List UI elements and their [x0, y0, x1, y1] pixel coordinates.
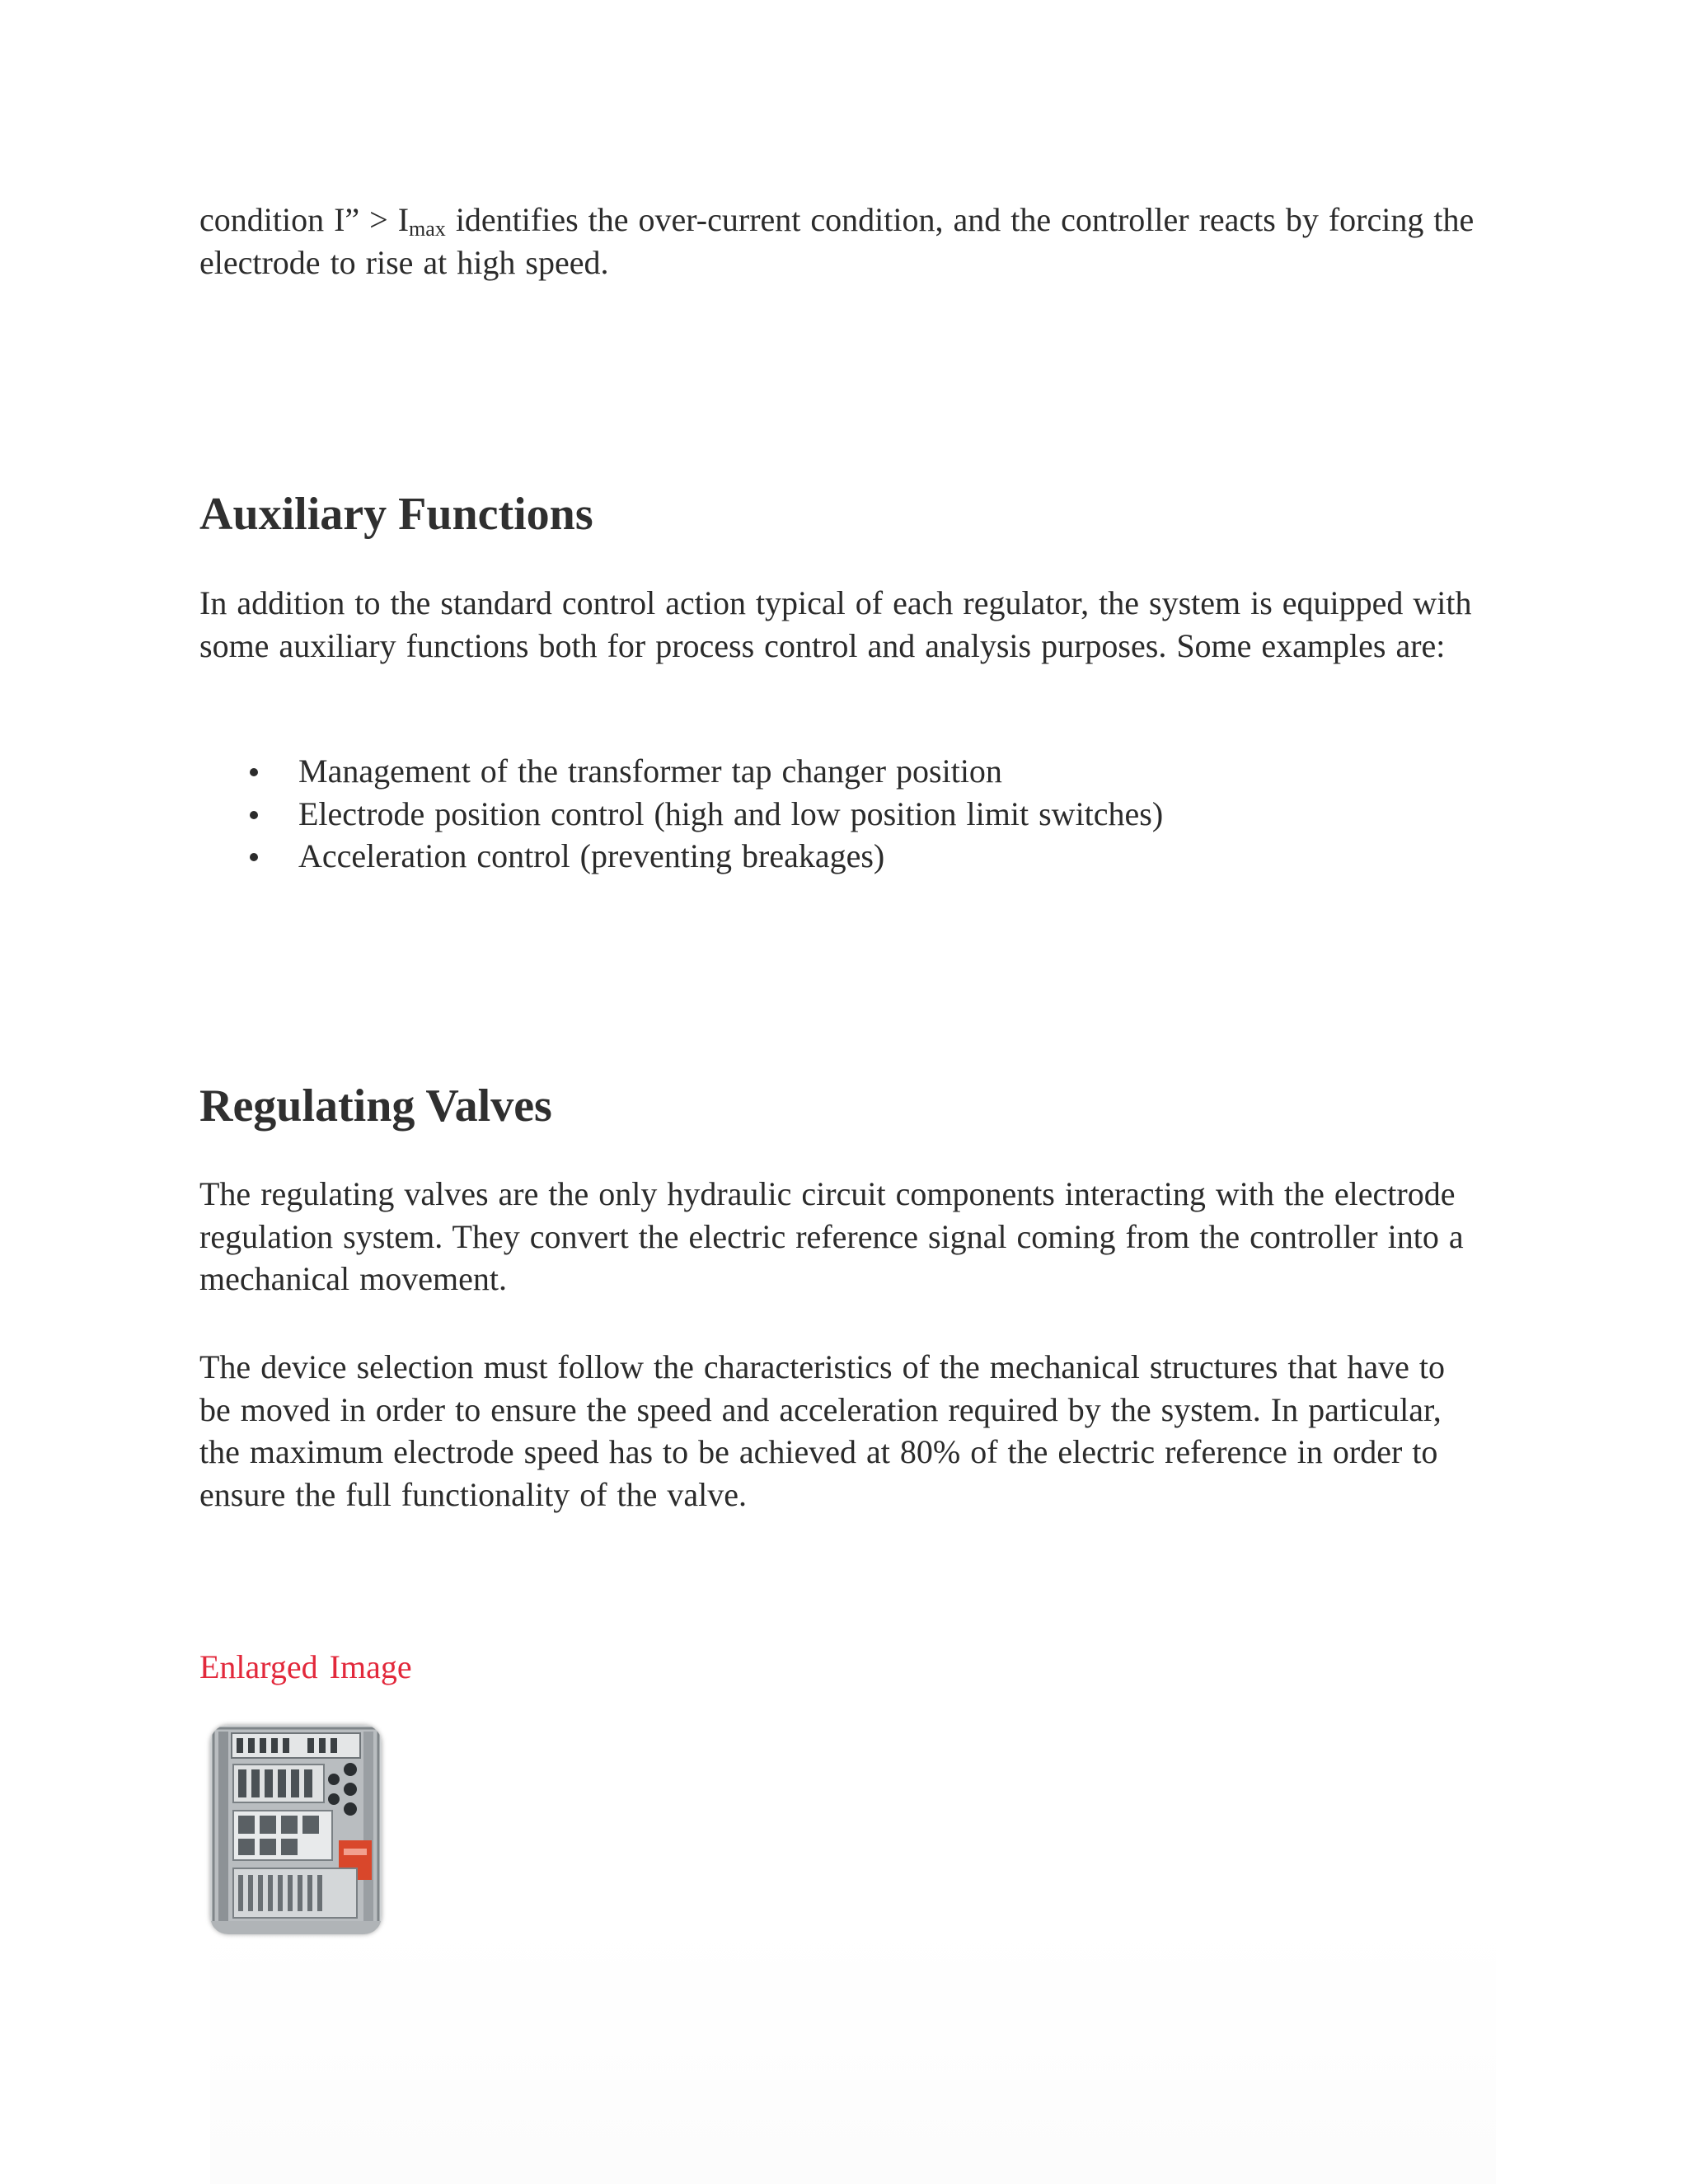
bullet-icon — [250, 811, 258, 819]
intro-text-after: identifies the over-current condition, and the controller reacts by forcing the electrode to rise at high speed. — [199, 201, 1475, 281]
regulating-paragraph-1: The regulating valves are the only hydraulic circuit components interacting with the electrode regulation system. They convert the electric reference signal coming from the controller into a mechanical movement. — [199, 1175, 1464, 1297]
auxiliary-heading: Auxiliary Functions — [199, 489, 593, 540]
list-item-text: Acceleration control (preventing breakages) — [298, 837, 885, 874]
list-item — [199, 750, 1163, 793]
control-cabinet-image — [210, 1725, 382, 1934]
list-item — [199, 835, 1163, 878]
regulating-heading: Regulating Valves — [199, 1080, 552, 1132]
bullet-icon — [250, 768, 258, 776]
bullet-icon — [250, 853, 258, 861]
list-item-text: Management of the transformer tap changer position — [298, 752, 1002, 790]
list-item — [199, 793, 1163, 836]
intro-subscript: max — [409, 217, 446, 241]
auxiliary-bullet-list — [199, 750, 1163, 878]
control-cabinet-thumbnail[interactable] — [210, 1725, 382, 1934]
regulating-paragraph-2: The device selection must follow the characteristics of the mechanical structures that have to be moved in order to ensure the speed and acceleration required by the system. In particular, the maximum electrode speed has to be achieved at 80% of the electric reference in order to ensure the full functionality of the valve. — [199, 1348, 1445, 1513]
list-item-text: Electrode position control (high and low position limit switches) — [298, 794, 1164, 832]
enlarged-image-link[interactable]: Enlarged Image — [199, 1648, 412, 1685]
auxiliary-paragraph: In addition to the standard control action typical of each regulator, the system is equipped with some auxiliary functions both for process control and analysis purposes. Some examples are: — [199, 584, 1472, 664]
image-backdrop — [210, 1920, 1496, 2184]
intro-paragraph — [199, 199, 1485, 284]
intro-text-before: condition I” > I — [199, 201, 410, 238]
